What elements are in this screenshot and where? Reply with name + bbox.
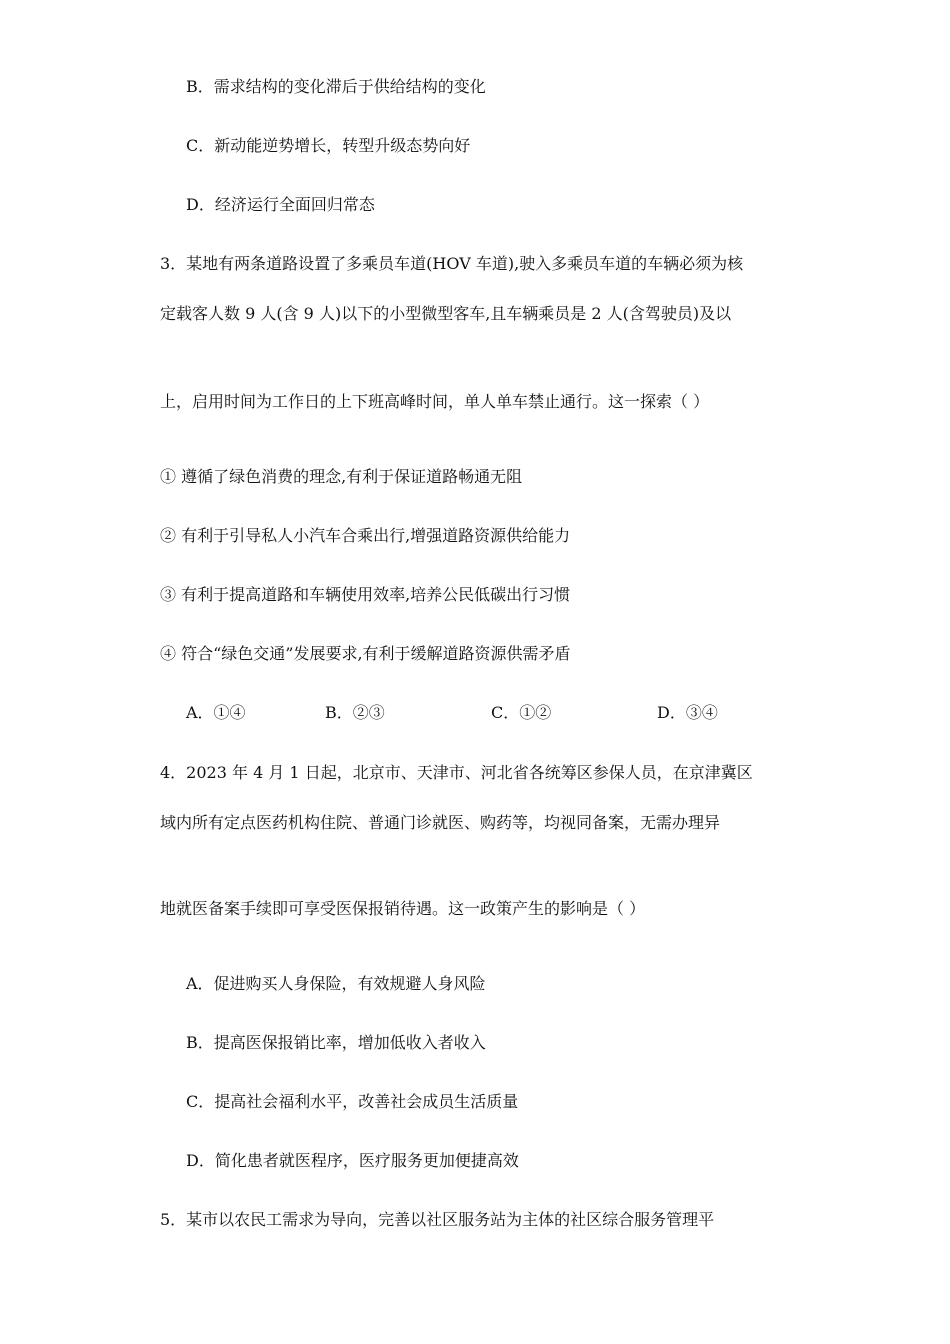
q4-stem-line-2: 域内所有定点医药机构住院、普通门诊就医、购药等，均视同备案，无需办理异 <box>160 813 721 832</box>
q2-option-d: D．经济运行全面回归常态 <box>186 195 375 214</box>
q3-statement-1: ① 遵循了绿色消费的理念,有利于保证道路畅通无阻 <box>160 467 523 486</box>
q4-option-b: B．提高医保报销比率，增加低收入者收入 <box>186 1033 486 1052</box>
q3-option-b: B．②③ <box>325 703 385 722</box>
q3-options-row <box>0 703 950 723</box>
q4-stem-line-1: 4．2023 年 4 月 1 日起，北京市、天津市、河北省各统筹区参保人员，在京津冀区 <box>160 763 753 782</box>
q3-option-c: C．①② <box>491 703 552 722</box>
q4-option-d: D．简化患者就医程序，医疗服务更加便捷高效 <box>186 1151 519 1170</box>
q3-stem-line-1: 3．某地有两条道路设置了多乘员车道(HOV 车道),驶入多乘员车道的车辆必须为核 <box>160 254 744 273</box>
q4-option-a: A．促进购买人身保险，有效规避人身风险 <box>186 974 486 993</box>
q3-statement-4: ④ 符合“绿色交通”发展要求,有利于缓解道路资源供需矛盾 <box>160 644 571 663</box>
q3-stem-line-2: 定载客人数 9 人(含 9 人)以下的小型微型客车,且车辆乘员是 2 人(含驾驶员)及以 <box>160 304 732 323</box>
q2-option-b: B．需求结构的变化滞后于供给结构的变化 <box>186 77 486 96</box>
q3-stem-line-3: 上，启用时间为工作日的上下班高峰时间，单人单车禁止通行。这一探索（ ） <box>160 392 710 411</box>
q3-statement-2: ② 有利于引导私人小汽车合乘出行,增强道路资源供给能力 <box>160 526 571 545</box>
q3-option-d: D．③④ <box>657 703 718 722</box>
q3-option-a: A．①④ <box>186 703 246 722</box>
q5-stem-line-1: 5．某市以农民工需求为导向，完善以社区服务站为主体的社区综合服务管理平 <box>160 1210 715 1229</box>
q4-stem-line-3: 地就医备案手续即可享受医保报销待遇。这一政策产生的影响是（ ） <box>160 899 646 918</box>
q2-option-c: C．新动能逆势增长，转型升级态势向好 <box>186 136 471 155</box>
q3-statement-3: ③ 有利于提高道路和车辆使用效率,培养公民低碳出行习惯 <box>160 585 571 604</box>
q4-option-c: C．提高社会福利水平，改善社会成员生活质量 <box>186 1092 519 1111</box>
